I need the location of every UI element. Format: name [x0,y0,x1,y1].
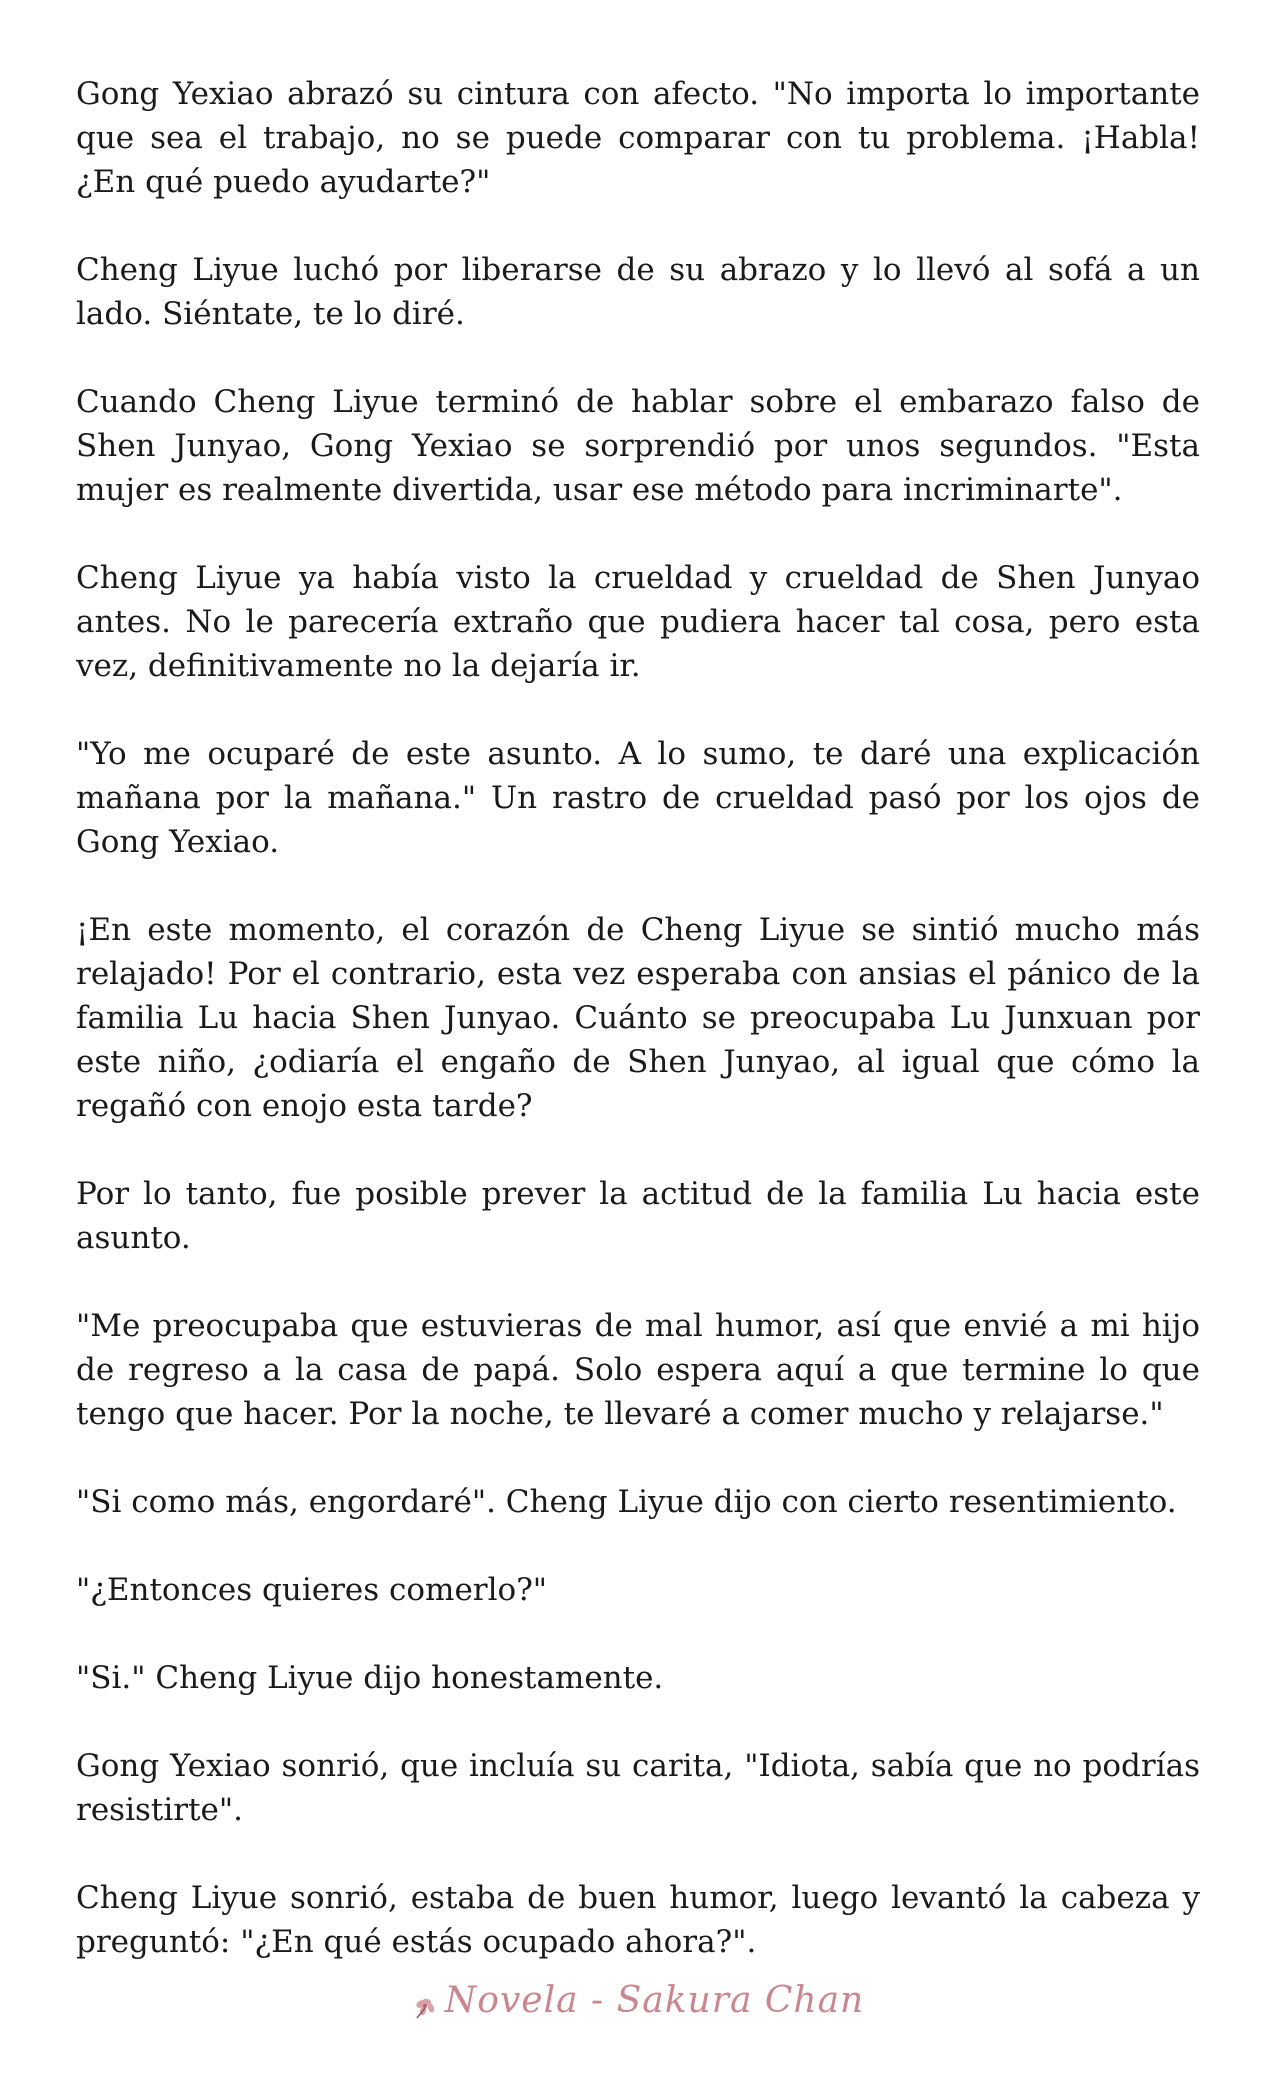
paragraph-11: "Si." Cheng Liyue dijo honestamente. [76,1660,664,1696]
paragraph-1: Gong Yexiao abrazó su cintura con afecto. "No importa lo importante que sea el trabajo, no se puede comparar con tu problema. ¡Habla! ¿En qué puedo ayudarte?" [76,76,1200,200]
paragraph-8: "Me preocupaba que estuvieras de mal humor, así que envié a mi hijo de regreso a la casa de papá. Solo espera aquí a que termine lo que tengo que hacer. Por la noche, te llevaré a comer mucho y relajarse." [76,1308,1200,1432]
paragraph-12: Gong Yexiao sonrió, que incluía su carita, "Idiota, sabía que no podrías resistirte". [76,1748,1200,1828]
paragraph-7: Por lo tanto, fue posible prever la actitud de la familia Lu hacia este asunto. [76,1176,1200,1256]
paragraph-4: Cheng Liyue ya había visto la crueldad y crueldad de Shen Junyao antes. No le parecería extraño que pudiera hacer tal cosa, pero esta vez, definitivamente no la dejaría ir. [76,560,1200,684]
watermark-text: Novela - Sakura Chan [444,1980,865,2021]
paragraph-10: "¿Entonces quieres comerlo?" [76,1572,548,1608]
paragraph-6: ¡En este momento, el corazón de Cheng Liyue se sintió mucho más relajado! Por el contrario, esta vez esperaba con ansias el pánico de la familia Lu hacia Shen Junyao. Cuánto se preocupaba Lu Junxuan por este niño, ¿odiaría el engaño de Shen Junyao, al igual que cómo la regañó con enojo esta tarde? [76,912,1200,1124]
paragraph-3: Cuando Cheng Liyue terminó de hablar sobre el embarazo falso de Shen Junyao, Gong Yexiao se sorprendió por unos segundos. "Esta mujer es realmente divertida, usar ese método para incriminarte". [76,384,1200,508]
watermark [0,1980,1275,2021]
sakura-flower-icon [411,1990,441,2016]
paragraph-5: "Yo me ocuparé de este asunto. A lo sumo, te daré una explicación mañana por la mañana." Un rastro de crueldad pasó por los ojos de Gong Yexiao. [76,736,1200,860]
document-body [76,72,1200,1964]
paragraph-2: Cheng Liyue luchó por liberarse de su abrazo y lo llevó al sofá a un lado. Siéntate, te lo diré. [76,252,1200,332]
paragraph-13: Cheng Liyue sonrió, estaba de buen humor, luego levantó la cabeza y preguntó: "¿En qué estás ocupado ahora?". [76,1880,1200,1960]
paragraph-9: "Si como más, engordaré". Cheng Liyue dijo con cierto resentimiento. [76,1484,1177,1520]
